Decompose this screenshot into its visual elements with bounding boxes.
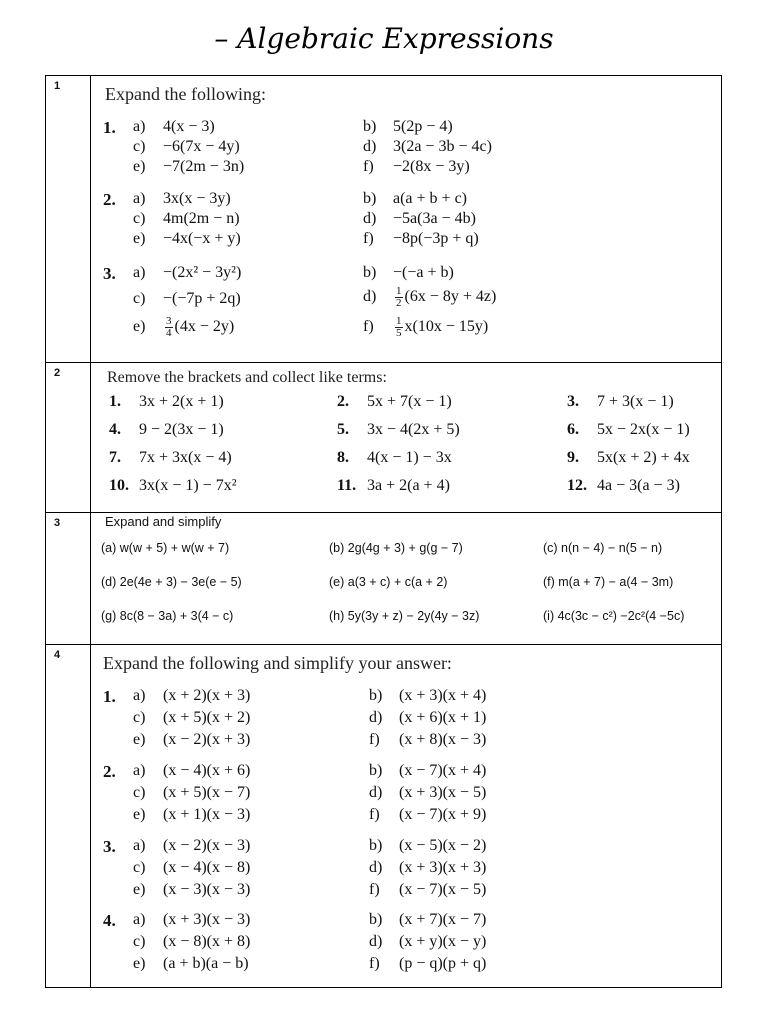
list-item: e) −7(2m − 3n) (133, 158, 245, 175)
list-item: e) −4x(−x + y) (133, 230, 241, 247)
section-number: 3 (46, 513, 91, 645)
question-number: 2. (103, 762, 116, 781)
list-item: b) (x + 7)(x − 7) (369, 911, 487, 928)
list-item: e) (x + 1)(x − 3) (133, 806, 251, 823)
section-number: 2 (46, 363, 91, 513)
list-item: b) (x + 3)(x + 4) (369, 687, 487, 704)
list-item: (c) n(n − 4) − n(5 − n) (543, 541, 663, 555)
list-item: b) a(a + b + c) (363, 190, 468, 207)
list-item: a) (x − 4)(x + 6) (133, 762, 251, 779)
section-3 (91, 513, 722, 645)
list-item: a) 3x(x − 3y) (133, 190, 231, 207)
list-item: 2. 5x + 7(x − 1) (337, 393, 452, 410)
list-item: a) (x − 2)(x − 3) (133, 837, 251, 854)
list-item: a) 4(x − 3) (133, 118, 215, 135)
list-item: 6. 5x − 2x(x − 1) (567, 421, 690, 438)
section-heading: Expand the following: (105, 84, 266, 104)
list-item: 7. 7x + 3x(x − 4) (109, 449, 232, 466)
list-item: 4. 9 − 2(3x − 1) (109, 421, 224, 438)
section-4 (91, 645, 722, 988)
list-item: (i) 4c(3c − c²) −2c²(4 −5c) (543, 609, 685, 623)
list-item: d) (x + 6)(x + 1) (369, 709, 487, 726)
list-item: 10. 3x(x − 1) − 7x² (109, 477, 237, 494)
list-item: c) (x − 4)(x − 8) (133, 859, 251, 876)
list-item: c) (x + 5)(x + 2) (133, 709, 251, 726)
question-number: 3. (103, 264, 116, 283)
list-item: 3. 7 + 3(x − 1) (567, 393, 674, 410)
list-item: (d) 2e(4e + 3) − 3e(e − 5) (101, 575, 242, 589)
fraction: $\frac{3}{4}$ (166, 315, 172, 339)
section-heading: Remove the brackets and collect like terms: (107, 369, 387, 386)
list-item: (a) w(w + 5) + w(w + 7) (101, 541, 230, 555)
question-number: 2. (103, 190, 116, 209)
fraction: $\frac{1}{5}$ (396, 315, 402, 339)
section-number: 1 (46, 76, 91, 363)
list-item: d) 3(2a − 3b − 4c) (363, 138, 492, 155)
list-item: f) (x − 7)(x − 5) (369, 881, 487, 898)
list-item: 9. 5x(x + 2) + 4x (567, 449, 690, 466)
list-item: b) −(−a + b) (363, 264, 454, 281)
list-item: e) $\frac{3}{4}$ (4x − 2y) (133, 315, 235, 339)
list-item: f) $\frac{1}{5}$ x(10x − 15y) (363, 315, 489, 339)
list-item: e) (x − 2)(x + 3) (133, 731, 251, 748)
question-number: 1. (103, 687, 116, 706)
list-item: a) (x + 2)(x + 3) (133, 687, 251, 704)
list-item: 8. 4(x − 1) − 3x (337, 449, 452, 466)
list-item: f) −2(8x − 3y) (363, 158, 470, 175)
list-item: 5. 3x − 4(2x + 5) (337, 421, 460, 438)
question-number: 3. (103, 837, 116, 856)
question-number: 4. (103, 911, 116, 930)
list-item: d) $\frac{1}{2}$ (6x − 8y + 4z) (363, 285, 497, 309)
list-item: d) (x + 3)(x + 3) (369, 859, 487, 876)
fraction: $\frac{1}{2}$ (396, 285, 402, 309)
list-item: f) (x + 8)(x − 3) (369, 731, 487, 748)
list-item: e) (x − 3)(x − 3) (133, 881, 251, 898)
list-item: b) (x − 5)(x − 2) (369, 837, 487, 854)
list-item: d) (x + y)(x − y) (369, 933, 487, 950)
list-item: (e) a(3 + c) + c(a + 2) (329, 575, 448, 589)
list-item: c) −6(7x − 4y) (133, 138, 240, 155)
section-heading: Expand and simplify (105, 514, 222, 529)
list-item: e) (a + b)(a − b) (133, 955, 249, 972)
list-item: b) (x − 7)(x + 4) (369, 762, 487, 779)
list-item: a) (x + 3)(x − 3) (133, 911, 251, 928)
list-item: 12. 4a − 3(a − 3) (567, 477, 680, 494)
section-1 (91, 76, 722, 363)
question-number: 1. (103, 118, 116, 137)
list-item: d) −5a(3a − 4b) (363, 210, 476, 227)
list-item: f) −8p(−3p + q) (363, 230, 479, 247)
list-item: (h) 5y(3y + z) − 2y(4y − 3z) (329, 609, 480, 623)
list-item: 11. 3a + 2(a + 4) (337, 477, 450, 494)
exercise-table (45, 75, 722, 988)
list-item: f) (p − q)(p + q) (369, 955, 487, 972)
worksheet-title: – Algebraic Expressions (214, 22, 554, 55)
list-item: c) 4m(2m − n) (133, 210, 240, 227)
list-item: a) −(2x² − 3y²) (133, 264, 242, 281)
list-item: (g) 8c(8 − 3a) + 3(4 − c) (101, 609, 234, 623)
section-number: 4 (46, 645, 91, 988)
list-item: 1. 3x + 2(x + 1) (109, 393, 224, 410)
list-item: (b) 2g(4g + 3) + g(g − 7) (329, 541, 463, 555)
list-item: c) (x + 5)(x − 7) (133, 784, 251, 801)
section-heading: Expand the following and simplify your answer: (103, 653, 452, 673)
list-item: c) −(−7p + 2q) (133, 290, 241, 307)
list-item: f) (x − 7)(x + 9) (369, 806, 487, 823)
list-item: d) (x + 3)(x − 5) (369, 784, 487, 801)
list-item: b) 5(2p − 4) (363, 118, 453, 135)
list-item: (f) m(a + 7) − a(4 − 3m) (543, 575, 674, 589)
section-2 (91, 363, 722, 513)
list-item: c) (x − 8)(x + 8) (133, 933, 251, 950)
